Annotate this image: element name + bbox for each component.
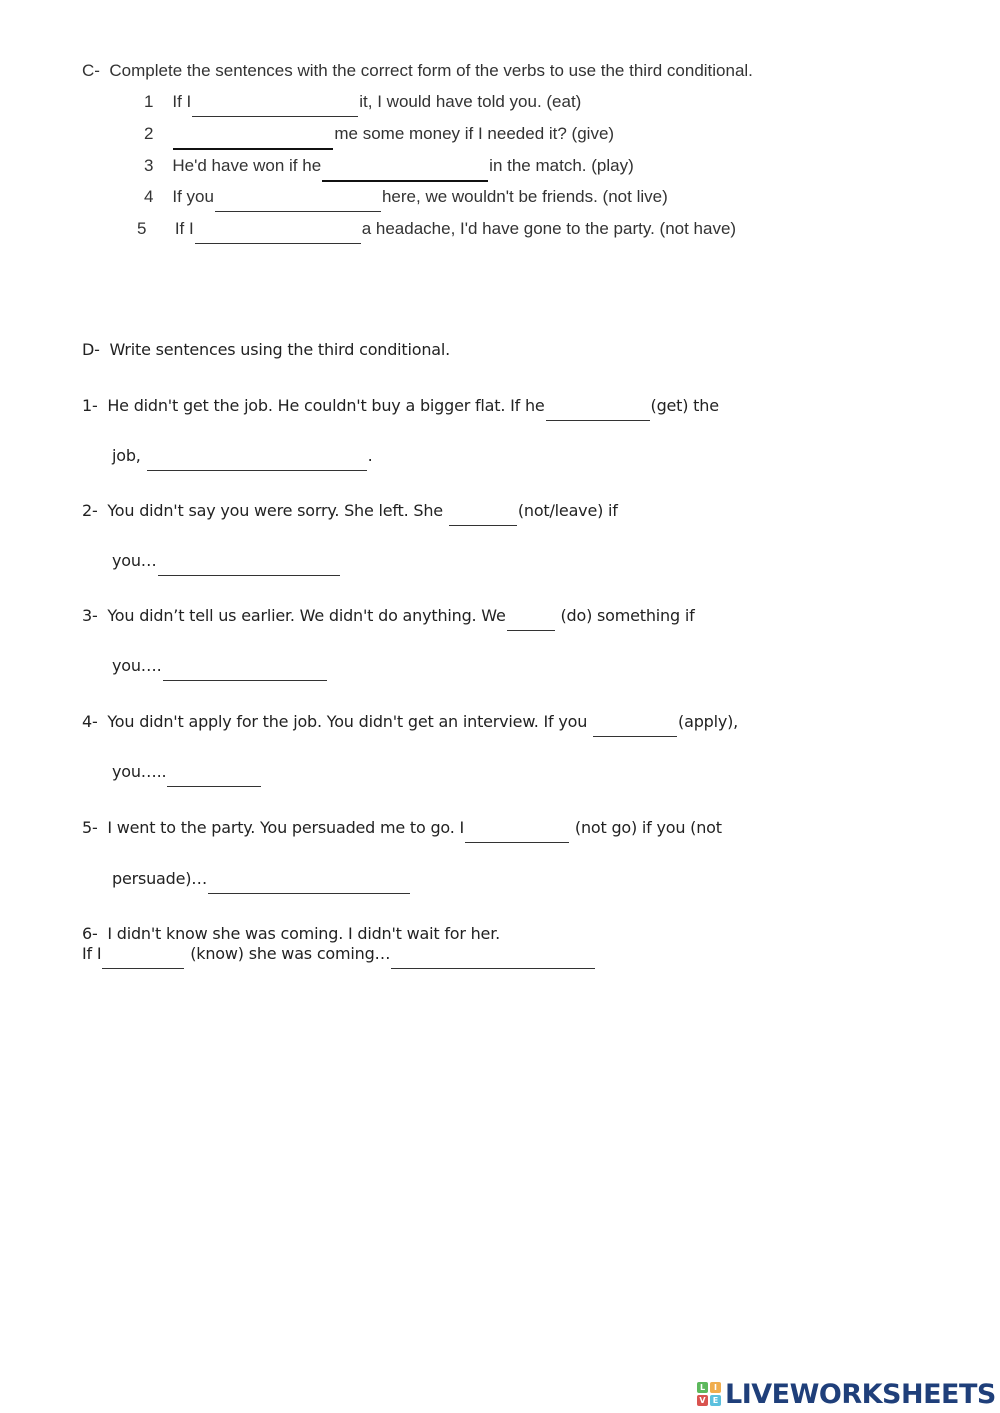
d-item-continuation: persuade)… [112, 869, 208, 888]
d-item-number: 6- [82, 924, 98, 943]
answer-input-d3-clause[interactable] [163, 662, 327, 681]
answer-input-d2-verb[interactable] [449, 507, 517, 526]
logo-tile: E [710, 1395, 721, 1406]
section-c-marker: C- [82, 61, 100, 80]
d-item-5-line1 [82, 818, 722, 843]
logo-tile: I [710, 1382, 721, 1393]
answer-input-c2[interactable] [173, 130, 333, 150]
d-item-prompt: You didn't apply for the job. You didn't get an interview. If you [107, 712, 588, 731]
d-item-prompt-after: (not/leave) if [517, 501, 618, 520]
d-item-prompt-after: (not go) if you (not [574, 818, 722, 837]
c-item-text-after: me some money if I needed it? (give) [334, 124, 615, 143]
section-d-marker: D- [82, 340, 100, 359]
answer-input-d6-clause[interactable] [391, 950, 595, 969]
d-item-5-line2 [112, 869, 411, 894]
c-item-number: 5 [137, 219, 147, 238]
c-item-number: 4 [144, 187, 154, 206]
d-item-number: 5- [82, 818, 98, 837]
c-item-text-after: a headache, I'd have gone to the party. (not have) [361, 219, 737, 238]
d-item-prompt: You didn't say you were sorry. She left. She [107, 501, 443, 520]
d-item-2-line2 [112, 551, 341, 576]
answer-input-d5-clause[interactable] [208, 875, 410, 894]
d-item-number: 2- [82, 501, 98, 520]
c-item-number: 1 [144, 92, 154, 111]
d-item-4-line1 [82, 712, 738, 737]
c-item-text-before: If you [172, 187, 214, 206]
c-item-4 [144, 187, 668, 212]
d-item-prompt: He didn't get the job. He couldn't buy a bigger flat. If he [107, 396, 545, 415]
d-item-number: 1- [82, 396, 98, 415]
c-item-text-before: He'd have won if he [172, 156, 322, 175]
d-item-6-line2 [82, 944, 596, 969]
c-item-5 [137, 219, 736, 244]
c-item-3 [144, 156, 634, 182]
logo-mark-icon [697, 1382, 721, 1406]
answer-input-c5[interactable] [195, 225, 361, 244]
c-item-text-before: If I [172, 92, 192, 111]
c-item-text-after: it, I would have told you. (eat) [359, 92, 582, 111]
answer-input-d6-verb[interactable] [102, 950, 184, 969]
answer-input-d1-clause[interactable] [147, 452, 367, 471]
answer-input-c1[interactable] [192, 98, 358, 117]
d-item-prompt: I went to the party. You persuaded me to go. I [107, 818, 465, 837]
logo-tile: L [697, 1382, 708, 1393]
logo-tile: V [697, 1395, 708, 1406]
d-item-period: . [367, 446, 373, 465]
d-item-prompt: You didn’t tell us earlier. We didn't do anything. We [107, 606, 506, 625]
d-item-continuation: If I [82, 944, 102, 963]
liveworksheets-logo [697, 1377, 996, 1411]
c-item-number: 2 [144, 124, 154, 143]
section-d-instruction: Write sentences using the third conditional. [109, 340, 451, 359]
answer-input-d1-verb[interactable] [546, 402, 650, 421]
d-item-4-line2 [112, 762, 262, 787]
c-item-text-after: in the match. (play) [489, 156, 634, 175]
answer-input-d2-clause[interactable] [158, 557, 340, 576]
answer-input-d4-verb[interactable] [593, 718, 677, 737]
d-item-continuation: you…. [112, 656, 162, 675]
d-item-prompt-after: (get) the [650, 396, 719, 415]
d-item-prompt-mid: (know) she was coming… [190, 944, 391, 963]
c-item-text-after: here, we wouldn't be friends. (not live) [381, 187, 668, 206]
c-item-text-before: If I [174, 219, 194, 238]
answer-input-d5-verb[interactable] [465, 824, 569, 843]
d-item-continuation: job, [112, 446, 141, 465]
c-item-number: 3 [144, 156, 154, 175]
section-c-header [82, 61, 753, 81]
logo-text: LIVEWORKSHEETS [725, 1378, 996, 1410]
d-item-3-line1 [82, 606, 695, 631]
d-item-6-line1 [82, 924, 500, 943]
c-item-1 [144, 92, 581, 117]
d-item-1-line1 [82, 396, 719, 421]
section-d-header [82, 340, 450, 359]
answer-input-c4[interactable] [215, 193, 381, 212]
d-item-number: 3- [82, 606, 98, 625]
c-item-2 [144, 124, 614, 150]
d-item-continuation: you….. [112, 762, 167, 781]
answer-input-d4-clause[interactable] [167, 768, 261, 787]
section-c-instruction: Complete the sentences with the correct form of the verbs to use the third conditional. [109, 61, 753, 80]
d-item-prompt-after: (apply), [678, 712, 739, 731]
d-item-3-line2 [112, 656, 328, 681]
answer-input-c3[interactable] [322, 162, 488, 182]
answer-input-d3-verb[interactable] [507, 612, 555, 631]
d-item-prompt: I didn't know she was coming. I didn't wait for her. [107, 924, 500, 943]
d-item-prompt-after: (do) something if [560, 606, 695, 625]
d-item-2-line1 [82, 501, 618, 526]
d-item-number: 4- [82, 712, 98, 731]
d-item-continuation: you… [112, 551, 157, 570]
d-item-1-line2 [112, 446, 372, 471]
